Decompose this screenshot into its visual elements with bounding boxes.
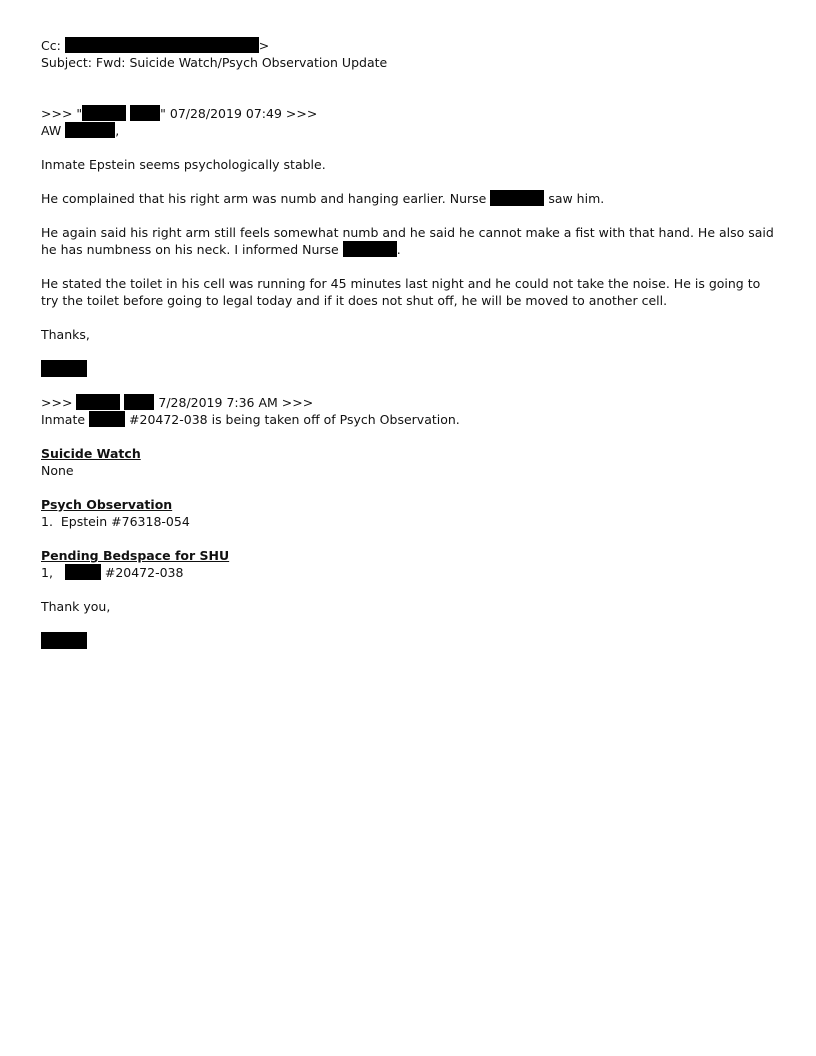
- redaction-box: [65, 122, 115, 138]
- cc-suffix: >: [258, 38, 270, 53]
- redaction-box: [82, 105, 126, 121]
- redaction-box: [490, 190, 544, 206]
- paragraph-text: He again said his right arm still feels somewhat numb and he said he cannot make a fist with that hand. He also said he has numbness on his neck. I informed Nurse: [41, 225, 774, 257]
- redaction-box: [65, 37, 259, 53]
- paragraph: [41, 190, 781, 207]
- message2-intro: [41, 411, 781, 428]
- intro-prefix: Inmate: [41, 412, 86, 427]
- paragraph-text: .: [396, 242, 401, 257]
- message1-header: [41, 105, 781, 122]
- closing-line: Thank you,: [41, 599, 111, 614]
- section-heading-pending-bedspace: Pending Bedspace for SHU: [41, 548, 230, 563]
- intro-suffix: #20472-038 is being taken off of Psych Observation.: [129, 412, 460, 427]
- signature-redaction: [41, 632, 87, 649]
- message2-header-suffix: 7/28/2019 7:36 AM >>>: [158, 395, 314, 410]
- paragraph-text: saw him.: [548, 191, 605, 206]
- subject-line: Subject: Fwd: Suicide Watch/Psych Observation Update: [41, 55, 388, 70]
- redaction-box: [124, 394, 154, 410]
- greeting-line: [41, 122, 781, 139]
- section-list-item: [41, 564, 781, 581]
- greeting-suffix: ,: [115, 123, 120, 138]
- message1-header-suffix: " 07/28/2019 07:49 >>>: [160, 106, 318, 121]
- paragraph-text: He complained that his right arm was numb and hanging earlier. Nurse: [41, 191, 487, 206]
- redaction-box: [76, 394, 120, 410]
- paragraph: He stated the toilet in his cell was running for 45 minutes last night and he could not take the noise. He is going to try the toilet before going to legal today and if it does not shut off, he will be moved to another cell.: [41, 276, 761, 308]
- signature-redaction: [41, 360, 87, 377]
- message1-header-prefix: >>> ": [41, 106, 83, 121]
- message2-header-prefix: >>>: [41, 395, 73, 410]
- paragraph: [41, 224, 781, 258]
- redaction-box: [65, 564, 101, 580]
- list-item-suffix: #20472-038: [104, 565, 184, 580]
- list-item-prefix: 1,: [41, 565, 53, 580]
- cc-line: [41, 37, 781, 54]
- message2-header: [41, 394, 781, 411]
- section-heading-suicide-watch: Suicide Watch: [41, 446, 141, 461]
- section-list-item: 1. Epstein #76318-054: [41, 514, 190, 529]
- closing-line: Thanks,: [41, 327, 90, 342]
- cc-label: Cc:: [41, 38, 61, 53]
- section-body: None: [41, 463, 74, 478]
- greeting-prefix: AW: [41, 123, 62, 138]
- paragraph: Inmate Epstein seems psychologically stable.: [41, 157, 326, 172]
- redaction-box: [343, 241, 397, 257]
- section-heading-psych-observation: Psych Observation: [41, 497, 173, 512]
- redaction-box: [130, 105, 160, 121]
- redaction-box: [89, 411, 125, 427]
- email-document: [41, 37, 781, 649]
